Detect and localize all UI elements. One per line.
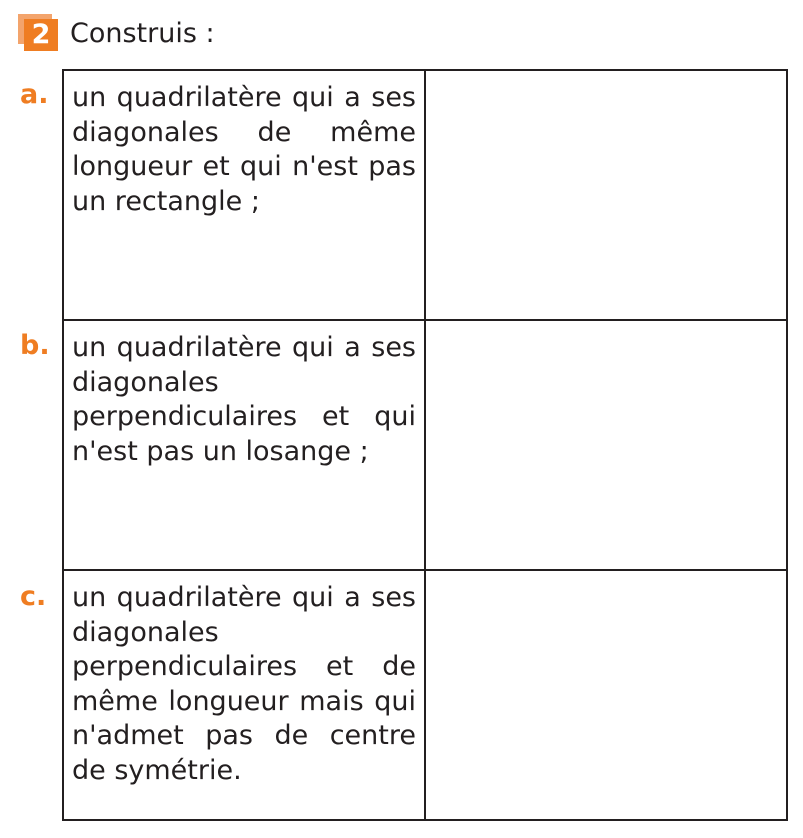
statement-text-c: un quadrilatère qui a ses diagonales perpendiculaires et de même longueur mais qui n'admet pas de centre de symétrie. <box>72 582 416 786</box>
table-row <box>63 70 787 320</box>
statement-cell-b <box>63 320 425 570</box>
answer-cell-a[interactable] <box>425 70 787 320</box>
statement-cell-a <box>63 70 425 320</box>
exercise-title: Construis : <box>70 18 215 49</box>
table-row <box>63 570 787 820</box>
exercise-number-badge <box>18 14 62 54</box>
answer-cell-b[interactable] <box>425 320 787 570</box>
item-letter-a: a. <box>20 79 49 110</box>
exercise-number: 2 <box>24 19 58 51</box>
answer-cell-c[interactable] <box>425 570 787 820</box>
item-letter-b: b. <box>20 330 50 361</box>
exercise-header <box>18 14 215 54</box>
statement-text-a: un quadrilatère qui a ses diagonales de même longueur et qui n'est pas un rectangle ; <box>72 82 416 217</box>
table-row <box>63 320 787 570</box>
statement-text-b: un quadrilatère qui a ses diagonales perpendiculaires et qui n'est pas un losange ; <box>72 332 416 467</box>
exercise-table <box>62 69 788 821</box>
item-letter-c: c. <box>20 581 47 612</box>
statement-cell-c <box>63 570 425 820</box>
